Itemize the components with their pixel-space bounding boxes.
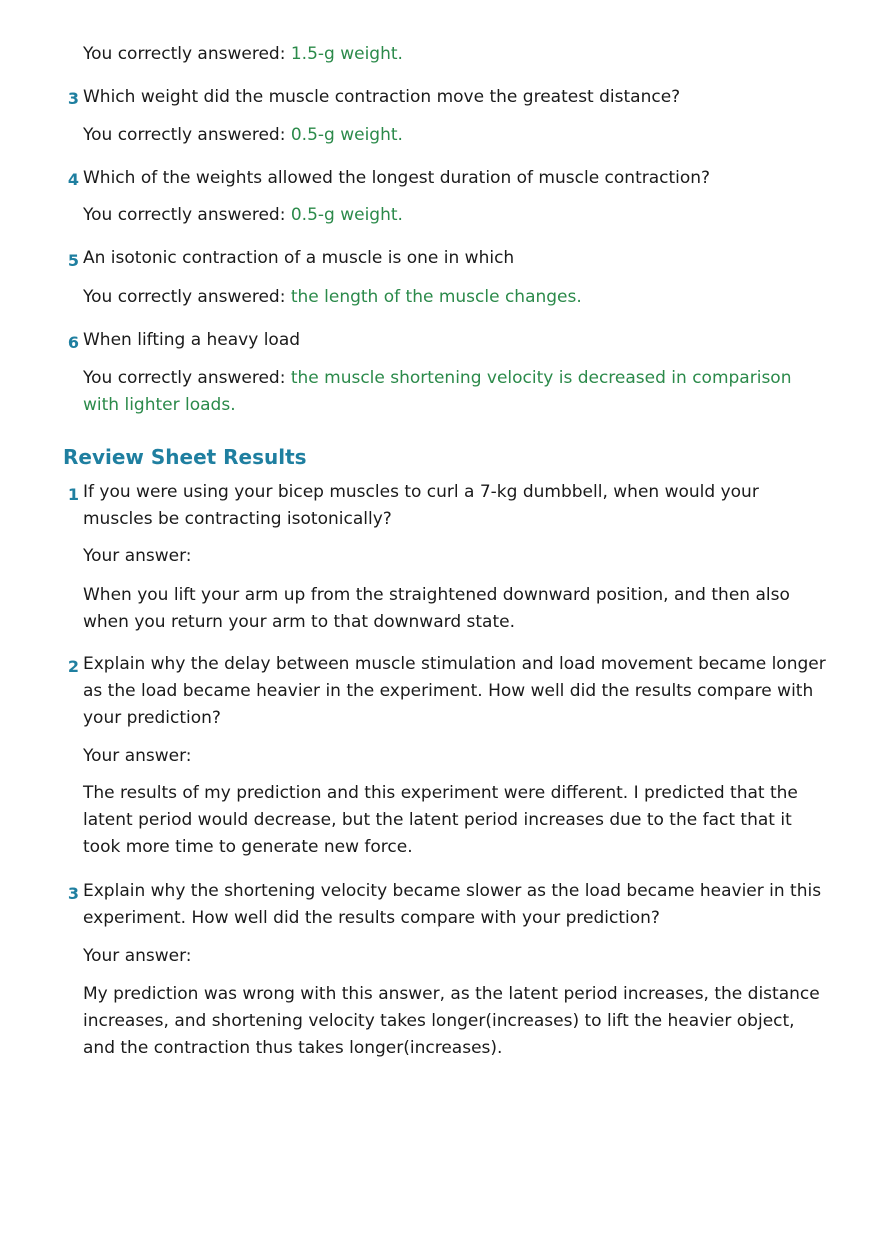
correct-answer: 0.5-g weight. <box>290 125 403 145</box>
answer-prefix: You correctly answered: <box>83 205 286 225</box>
review-question-2: Explain why the delay between muscle stimulation and load movement became longer as the load became heavier in the experiment. How well did the results compare with your prediction? <box>83 654 826 728</box>
quiz-question-5: An isotonic contraction of a muscle is one in which <box>83 248 515 268</box>
quiz-question-3: Which weight did the muscle contraction move the greatest distance? <box>83 87 681 107</box>
quiz-answer-3 <box>83 122 828 149</box>
question-number: 4 <box>67 170 79 189</box>
review-answer-2: The results of my prediction and this experiment were different. I predicted that the latent period would decrease, but the latent period increases due to the fact that it took more time to generate new force. <box>83 783 798 857</box>
answer-prefix: You correctly answered: <box>83 125 286 145</box>
question-number: 3 <box>67 89 79 108</box>
review-question-1: If you were using your bicep muscles to curl a 7-kg dumbbell, when would your muscles be contracting isotonically? <box>83 482 759 529</box>
quiz-question-4: Which of the weights allowed the longest duration of muscle contraction? <box>83 168 711 188</box>
answer-label: Your answer: <box>83 546 192 566</box>
question-number: 5 <box>67 251 79 270</box>
question-number: 2 <box>67 657 79 676</box>
correct-answer: 0.5-g weight. <box>290 205 403 225</box>
review-answer-1: When you lift your arm up from the straightened downward position, and then also when you return your arm to that downward state. <box>83 585 790 632</box>
correct-answer: the length of the muscle changes. <box>290 287 582 307</box>
answer-label: Your answer: <box>83 946 192 966</box>
answer-prefix: You correctly answered: <box>83 44 286 64</box>
quiz-answer-5 <box>83 284 828 311</box>
section-title: Review Sheet Results <box>63 445 307 469</box>
correct-answer: 1.5-g weight. <box>290 44 403 64</box>
answer-prefix: You correctly answered: <box>83 368 286 388</box>
quiz-answer-2 <box>83 41 828 68</box>
quiz-question-6: When lifting a heavy load <box>83 330 301 350</box>
question-number: 3 <box>67 884 79 903</box>
review-answer-3: My prediction was wrong with this answer, as the latent period increases, the distance increases, and shortening velocity takes longer(increases) to lift the heavier object, and the contraction thus takes longer(increases). <box>83 984 820 1058</box>
answer-label: Your answer: <box>83 746 192 766</box>
correct-answer: the muscle shortening velocity is decreased in comparison with lighter loads. <box>83 368 792 415</box>
answer-prefix: You correctly answered: <box>83 287 286 307</box>
question-number: 6 <box>67 333 79 352</box>
review-question-3: Explain why the shortening velocity became slower as the load became heavier in this experiment. How well did the results compare with your prediction? <box>83 881 822 928</box>
quiz-answer-6 <box>83 365 803 419</box>
question-number: 1 <box>67 485 79 504</box>
quiz-answer-4 <box>83 202 828 229</box>
